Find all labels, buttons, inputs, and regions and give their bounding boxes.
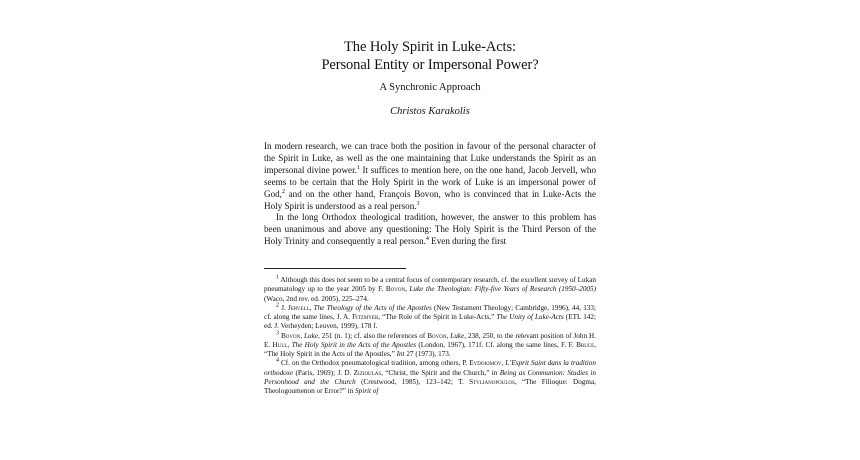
- footnote-text: , “The Role of the Spirit in Luke-Acts,”: [378, 313, 497, 321]
- footnote-author: Zizioulas: [353, 368, 382, 377]
- footnote-author: Evdokimov: [469, 359, 502, 368]
- footnote-book-title: The Unity of Luke-Acts: [496, 313, 564, 321]
- footnote-book-title: Being as Communion: Studies in Personhood and the Church: [264, 368, 597, 386]
- title-line-2: Personal Entity or Impersonal Power?: [321, 57, 539, 73]
- footnote-text: (ETL 142; ed. J. Verheyden; Leuven, 1999), 178 f.: [264, 313, 596, 331]
- paragraph-2: [264, 212, 596, 248]
- footnote-ref-4: 4: [425, 236, 429, 243]
- paragraph-1-text-b: It suffices to mention here, on the one hand, Jacob Jervell, who seems to be certain that the Holy Spirit in the work of Luke is an impersonal power of God,: [264, 164, 596, 199]
- footnote-text: (London, 1967), 171f. Cf. along the same lines, F. F.: [416, 340, 577, 349]
- footnote-text: (New Testament Theology; Cambridge, 1996), 44, 133; cf. along the same lines, J. A.: [264, 303, 596, 321]
- footnote-text: ,: [300, 331, 304, 340]
- footnote-4: [264, 359, 596, 396]
- footnote-author: Fitzmyer: [352, 313, 379, 321]
- footnote-text: (Paris, 1969); J. D.: [293, 368, 354, 377]
- footnote-number: 2: [276, 302, 279, 309]
- footnote-text: (Crestwood, 1985), 123–142; T.: [355, 377, 470, 386]
- paragraph-1-text-c: and on the other hand, François Bovon, who is convinced that in Luke-Acts the Holy Spirit is understood as a real person.: [264, 188, 596, 211]
- paragraph-2-text-a: In the long Orthodox theological tradition, however, the answer to this problem has been unanimous and above any questioning: The Holy Spirit is the Third Person of the Holy Trinity and consequently a real person.: [264, 212, 596, 247]
- paragraph-2-text-b: Even during the first: [428, 236, 507, 247]
- footnote-ref-2: 2: [281, 188, 285, 195]
- footnote-text: ,: [309, 303, 314, 312]
- footnote-author: Bruce: [576, 340, 595, 349]
- footnote-text: J.: [279, 303, 289, 312]
- footnote-text: Although this does not seem to be a central focus of contemporary research, cf. the excellent survey of Lukan pneumatology up to the year 2005 by F.: [264, 276, 596, 294]
- paragraph-1-text-a: In modern research, we can trace both the position in favour of the personal character of the Spirit in Luke, as well as the one maintaining that Luke understands the Spirit as an impersonal divine power.: [264, 141, 596, 175]
- footnote-author: Jervell: [288, 303, 310, 312]
- footnote-book-title: Luke the Theologian: Fifty-five Years of Research (1950–2005): [409, 285, 597, 294]
- footnote-book-title: Luke: [450, 331, 465, 340]
- footnote-author: Bovon: [385, 285, 406, 294]
- footnote-text: , “Christ, the Spirit and the Church,” in: [381, 368, 500, 377]
- footnote-text: Cf. on the Orthodox pneumatological tradition, among others, P.: [279, 359, 470, 368]
- author-name: Christos Karakolis: [390, 106, 470, 117]
- footnote-author: Hull: [272, 340, 288, 349]
- footnote-ref-3: 3: [416, 200, 420, 207]
- article-title: [0, 38, 860, 74]
- footnote-divider: [264, 268, 406, 269]
- footnote-text: ,: [405, 285, 410, 294]
- footnote-3: [264, 332, 596, 360]
- footnote-2: [264, 304, 596, 332]
- footnotes: [264, 276, 596, 396]
- paragraph-1: [264, 141, 596, 212]
- article-subtitle: A Synchronic Approach: [379, 82, 481, 93]
- footnote-text: , 238, 250, to the relevant position of John H. E.: [264, 331, 597, 349]
- footnote-text: , 251 (n. 1); cf. also the references of: [317, 331, 428, 340]
- footnote-book-title: Luke: [303, 331, 318, 340]
- footnote-author: Bovon: [427, 331, 447, 340]
- footnote-text: 27 (1973), 173.: [404, 350, 451, 358]
- footnote-book-title: L’Esprit Saint dans la tradition orthodoxe: [264, 359, 596, 377]
- footnote-number: 3: [276, 330, 279, 337]
- footnote-text: ,: [446, 331, 451, 340]
- footnote-number: 4: [276, 357, 279, 364]
- body-text: [264, 141, 596, 248]
- footnote-number: 1: [276, 274, 279, 281]
- footnote-author: Stylianopoulos: [469, 377, 515, 386]
- footnote-1: [264, 276, 596, 304]
- footnote-book-title: The Holy Spirit in the Acts of the Apostles: [291, 340, 417, 349]
- footnote-text: , “The Filioque: Dogma, Theologoumenon or Error?” in: [264, 377, 596, 395]
- footnote-book-title: Spirit of: [355, 387, 379, 395]
- footnote-book-title: The Theology of the Acts of the Apostles: [313, 303, 432, 312]
- footnote-text: ,: [287, 340, 292, 349]
- footnote-ref-1: 1: [356, 164, 360, 171]
- footnote-journal: Int: [396, 350, 405, 358]
- footnote-author: Bovon: [280, 331, 301, 340]
- title-line-1: The Holy Spirit in Luke-Acts:: [344, 39, 516, 55]
- footnote-text: ,: [501, 359, 506, 368]
- footnote-text: (Waco, 2nd rev. ed. 2005), 225–274.: [264, 294, 369, 303]
- footnote-text: , “The Holy Spirit in the Acts of the Apostles,”: [264, 340, 596, 358]
